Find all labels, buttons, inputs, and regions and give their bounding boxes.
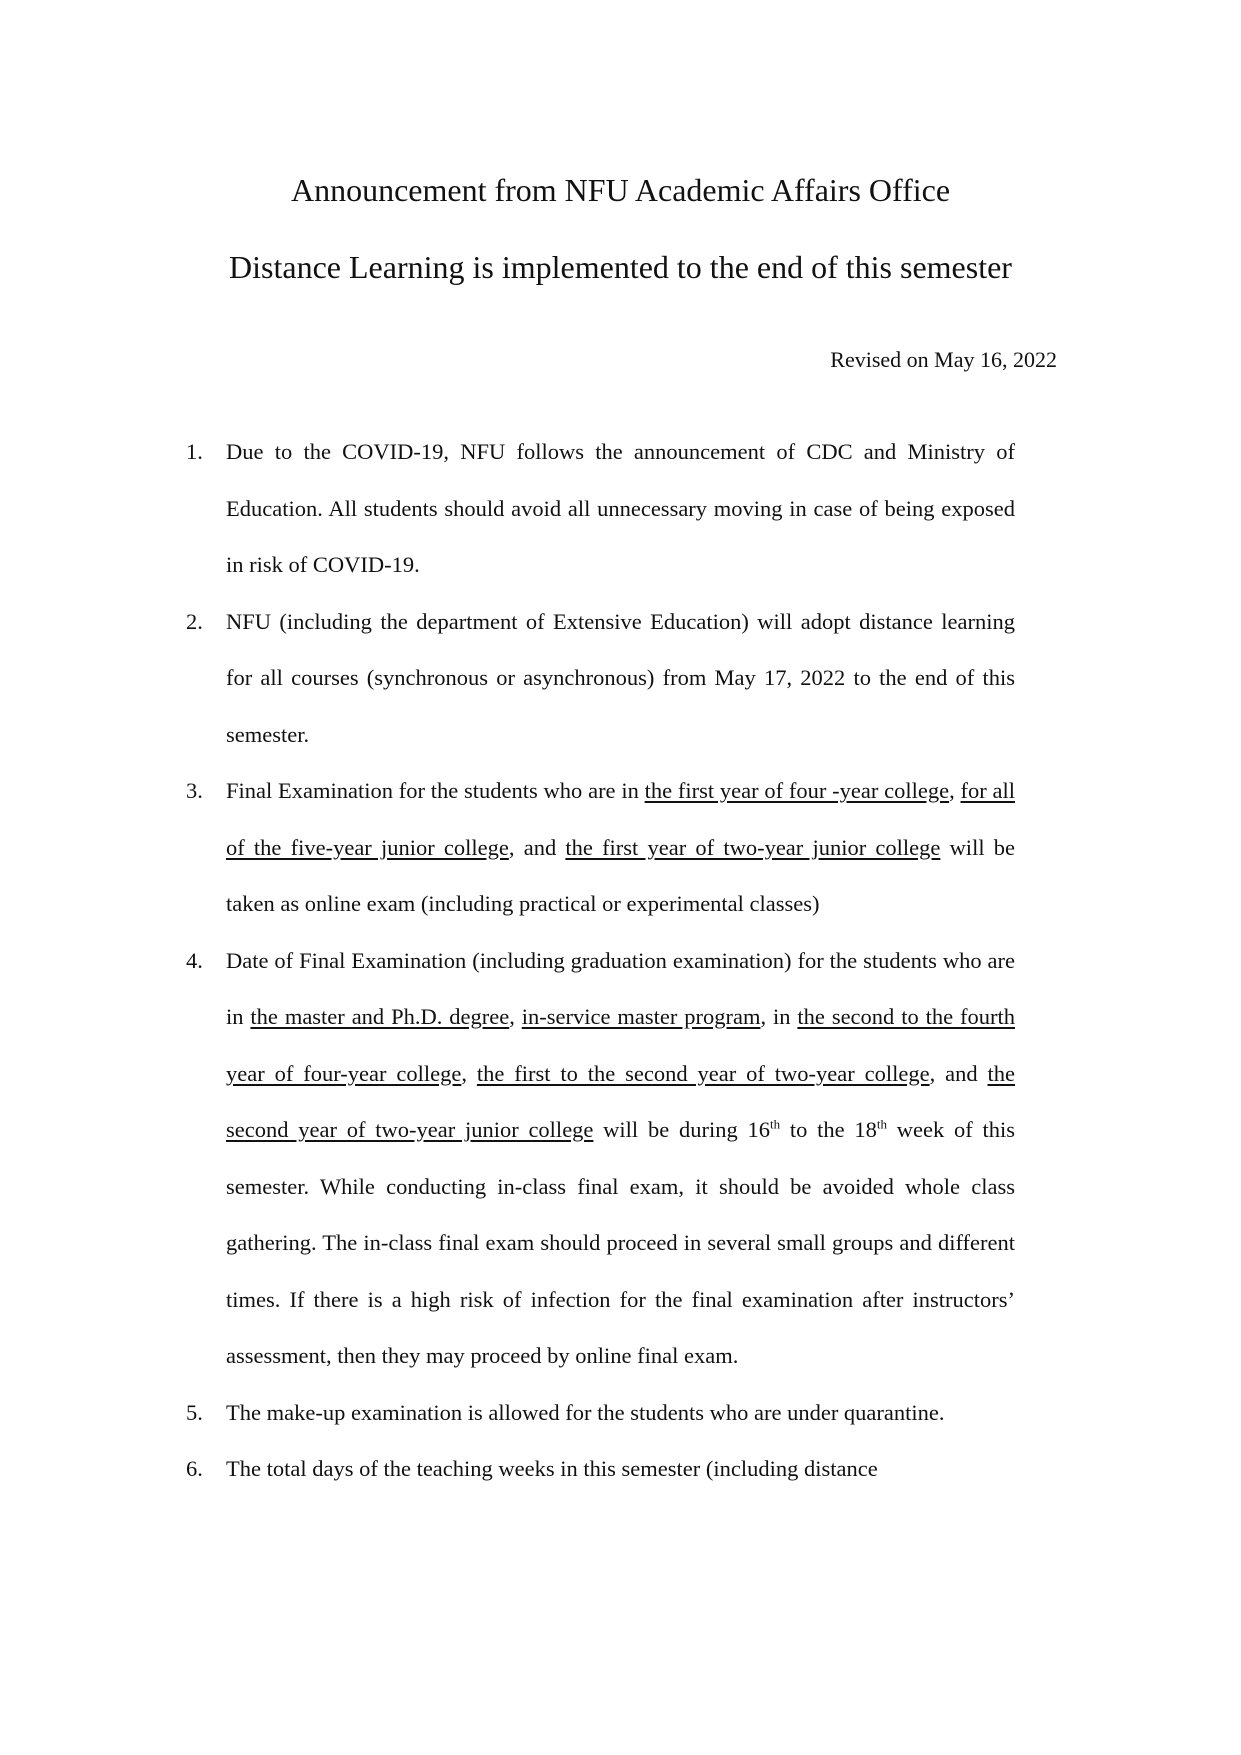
- item-text: NFU (including the department of Extensive Education) will adopt distance learning for all courses (synchronous or asynchronous) from May 17, 2022 to the end of this semester.: [226, 608, 1015, 747]
- text-segment: will be taken as online exam (including practical or experimental classes): [226, 834, 1015, 916]
- text-segment: , and: [508, 834, 566, 860]
- list-item: [186, 933, 1015, 1385]
- underlined-term: the first to the second year of two-year college: [476, 1060, 930, 1086]
- text-segment: ,: [509, 1004, 522, 1029]
- week-number: 16: [747, 1117, 770, 1142]
- item-number: 2.: [186, 608, 203, 634]
- announcement-list: [186, 424, 1015, 1498]
- list-item: [186, 594, 1015, 764]
- revision-date: Revised on May 16, 2022: [830, 347, 1057, 372]
- announcement-title: Announcement from NFU Academic Affairs Office: [290, 172, 951, 208]
- text-segment: ,: [949, 778, 961, 803]
- list-item: [186, 763, 1015, 933]
- item-number: 5.: [186, 1399, 203, 1425]
- text-segment: to the: [780, 1117, 855, 1142]
- text-segment: , and: [929, 1060, 988, 1086]
- list-item: [186, 1385, 1015, 1442]
- text-segment: will be during: [593, 1117, 748, 1142]
- underlined-term: the first year of four -year college: [644, 778, 950, 803]
- item-text: The total days of the teaching weeks in this semester (including distance: [226, 1456, 878, 1481]
- underlined-term: for all of the five-year junior college: [226, 778, 1015, 860]
- underlined-term: the master and Ph.D. degree: [250, 1004, 510, 1029]
- underlined-term: the second to the fourth year of four-year college: [226, 1004, 1015, 1086]
- item-number: 6.: [186, 1456, 203, 1481]
- underlined-term: the first year of two-year junior college: [565, 834, 941, 860]
- item-number: 3.: [186, 778, 203, 803]
- text-segment: , in: [760, 1004, 798, 1029]
- announcement-subtitle: Distance Learning is implemented to the end of this semester: [229, 249, 1012, 285]
- ordinal-suffix: th: [769, 1116, 781, 1132]
- item-number: 1.: [186, 439, 203, 464]
- list-item: [186, 424, 1015, 594]
- item-text: Due to the COVID-19, NFU follows the announcement of CDC and Ministry of Education. All students should avoid all unnecessary moving in case of being exposed in risk of COVID-19.: [226, 439, 1015, 577]
- item-text: The make-up examination is allowed for the students who are under quarantine.: [226, 1399, 945, 1425]
- item-text: [226, 933, 1015, 1385]
- item-number: 4.: [186, 947, 203, 973]
- underlined-term: in-service master program: [521, 1004, 761, 1029]
- text-segment: week of this semester. While conducting in-class final exam, it should be avoided whole class gathering. The in-class final exam should proceed in several small groups and different times. If there is a high risk of infection for the final examination after instructors’ assessment, then they may proceed by online final exam.: [226, 1117, 1015, 1368]
- item-text: [226, 763, 1015, 933]
- text-segment: Date of Final Examination (including graduation examination) for the students who are in: [226, 947, 1015, 1029]
- ordinal-suffix: th: [876, 1116, 887, 1132]
- underlined-term: the second year of two-year junior college: [226, 1060, 1015, 1142]
- week-number: 18: [854, 1117, 877, 1142]
- text-segment: Final Examination for the students who are in: [226, 778, 645, 803]
- text-segment: ,: [461, 1060, 477, 1086]
- list-item: [186, 1441, 1015, 1498]
